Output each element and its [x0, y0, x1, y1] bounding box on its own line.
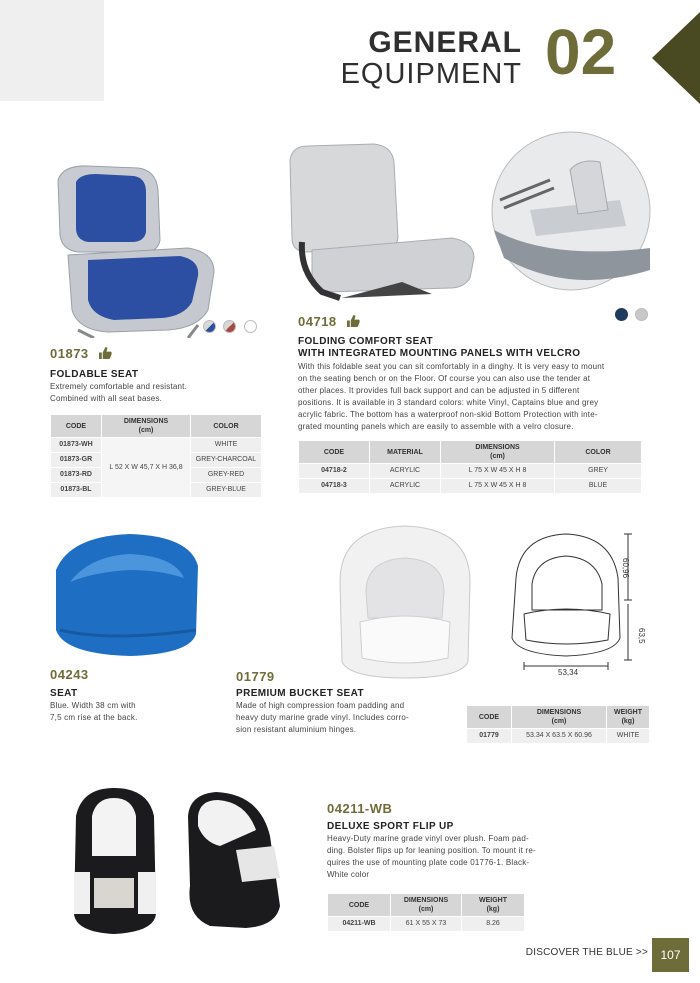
thumbs-up-icon [347, 315, 360, 327]
page-number: 107 [652, 938, 689, 972]
spec-table-01779 [466, 705, 650, 744]
table-header-color: COLOR [191, 415, 261, 437]
desc-line: heavy duty marine grade vinyl. Includes corro- [236, 713, 409, 722]
header-title-line1: GENERAL [368, 26, 522, 59]
swatch-grey-red [223, 320, 236, 333]
row-code: 01873-BL [51, 483, 101, 497]
table-header-weight [462, 894, 524, 916]
desc-line: With this foldable seat you can sit comfortably in a dinghy. It is very easy to mount [298, 362, 605, 371]
footer-tagline: DISCOVER THE BLUE >> [525, 947, 648, 958]
header-title-line2: EQUIPMENT [340, 58, 522, 90]
row-material: ACRYLIC [370, 479, 440, 493]
table-header-weight [607, 706, 649, 728]
weight-unit: (kg) [486, 906, 500, 913]
dimensions-label: DIMENSIONS [403, 897, 449, 904]
table-header-dimensions [391, 894, 461, 916]
dimensions-label: DIMENSIONS [536, 709, 582, 716]
swatch-blue [615, 308, 628, 321]
comfort-seat-in-dinghy-image [490, 130, 652, 292]
row-color: BLUE [555, 479, 641, 493]
row-code: 01873-RD [51, 468, 101, 482]
table-header-code: CODE [467, 706, 511, 728]
product-code-04211-wb: 04211-WB [327, 801, 393, 816]
spec-table-04211-wb [327, 893, 525, 932]
desc-line: other places. It provides full back support and can be adjusted in 5 different [298, 386, 580, 395]
table-row [328, 917, 524, 931]
dimensions-unit: (cm) [490, 453, 505, 460]
row-dimensions: 53.34 X 63.5 X 60.96 [512, 729, 606, 743]
weight-label: WEIGHT [479, 897, 507, 904]
table-header-code: CODE [328, 894, 390, 916]
product-code-01873: 01873 [50, 346, 89, 361]
weight-unit: (kg) [621, 718, 635, 725]
desc-line: White color [327, 870, 370, 879]
bucket-seat-dimension-drawing [498, 528, 648, 680]
table-header-color: COLOR [555, 441, 641, 463]
swatch-white [244, 320, 257, 333]
desc-line: ding. Bolster flips up for leaning position. To mount it re- [327, 846, 536, 855]
row-dimensions: 61 X 55 X 73 [391, 917, 461, 931]
dimensions-label: DIMENSIONS [123, 418, 169, 425]
drawing-dim-height: 60,96 [621, 558, 630, 579]
thumbs-up-icon [99, 347, 112, 359]
row-color: GREY [555, 464, 641, 478]
table-header-dimensions [512, 706, 606, 728]
foldable-seat-image [48, 160, 220, 338]
product-title-01779: PREMIUM BUCKET SEAT [236, 688, 364, 699]
table-row [467, 729, 649, 743]
row-color: GREY-RED [191, 468, 261, 482]
row-weight: 8.26 [462, 917, 524, 931]
product-desc-04243-line2: 7,5 cm rise at the back. [50, 713, 138, 722]
product-code-04718: 04718 [298, 314, 337, 329]
dimensions-unit: (cm) [138, 427, 154, 434]
folding-comfort-seat-image [282, 142, 478, 302]
table-header-dimensions [441, 441, 554, 463]
header-corner-panel [0, 0, 104, 101]
table-header-dimensions [102, 415, 190, 437]
product-code-04718-row [298, 313, 360, 331]
swatch-grey [635, 308, 648, 321]
product-desc-01873-line1: Extremely comfortable and resistant. [50, 382, 188, 391]
product-desc-01873-line2: Combined with all seat bases. [50, 394, 163, 403]
desc-line: positions. It is available in 3 standard colors: white Vinyl, Captains blue and grey [298, 398, 599, 407]
row-dimensions: L 52 X W 45,7 X H 36,8 [102, 438, 190, 497]
product-code-01873-row [50, 345, 112, 363]
product-title-04718-line1: FOLDING COMFORT SEAT [298, 336, 434, 347]
row-dimensions: L 75 X W 45 X H 8 [441, 479, 554, 493]
product-title-01873: FOLDABLE SEAT [50, 369, 139, 380]
blue-seat-image [50, 530, 202, 658]
row-code: 01779 [467, 729, 511, 743]
desc-line: quires the use of mounting plate code 01776-1. Black- [327, 858, 530, 867]
section-number: 02 [545, 16, 617, 88]
desc-line: Heavy-Duty marine grade vinyl over plush. Foam pad- [327, 834, 529, 843]
product-code-01779: 01779 [236, 669, 275, 684]
table-row [299, 464, 641, 478]
row-code: 01873-WH [51, 438, 101, 452]
drawing-dim-width: 53,34 [558, 668, 579, 677]
table-row [299, 479, 641, 493]
product-title-04243: SEAT [50, 688, 78, 699]
row-material: ACRYLIC [370, 464, 440, 478]
spec-table-01873 [50, 414, 262, 498]
row-color: GREY-BLUE [191, 483, 261, 497]
desc-line: grated mounting panels which are easily to assemble with a velro closure. [298, 422, 574, 431]
desc-line: sion resistant aluminium hinges. [236, 725, 357, 734]
row-code: 04718-3 [299, 479, 369, 493]
product-title-04211-wb: DELUXE SPORT FLIP UP [327, 821, 454, 832]
weight-label: WEIGHT [614, 709, 642, 716]
deluxe-sport-flip-up-image [70, 786, 296, 936]
product-desc-04211-wb [327, 833, 567, 881]
premium-bucket-seat-image [330, 522, 480, 680]
dimensions-unit: (cm) [418, 906, 434, 913]
spec-table-04718 [298, 440, 642, 494]
product-desc-04718 [298, 361, 648, 433]
desc-line: on the seating bench or on the Floor. Of course you can also use the tender at [298, 374, 591, 383]
product-title-04718-line2: WITH INTEGRATED MOUNTING PANELS WITH VELCRO [298, 348, 581, 359]
table-row [51, 438, 261, 452]
desc-line: Made of high compression foam padding and [236, 701, 405, 710]
color-swatches-01873 [200, 320, 257, 338]
table-header-code: CODE [51, 415, 101, 437]
swatch-grey-blue [203, 320, 216, 333]
row-code: 04211-WB [328, 917, 390, 931]
drawing-dim-depth: 63,5 [637, 628, 646, 644]
row-color: WHITE [191, 438, 261, 452]
row-code: 04718-2 [299, 464, 369, 478]
color-swatches-04718 [612, 308, 648, 326]
dimensions-unit: (cm) [551, 718, 567, 725]
row-code: 01873-GR [51, 453, 101, 467]
desc-line: acrylic fabric. The bottom has a waterproof non-skid Bottom Protection with inte- [298, 410, 598, 419]
dimensions-label: DIMENSIONS [475, 444, 520, 451]
section-arrow-icon [652, 12, 700, 104]
row-weight: WHITE [607, 729, 649, 743]
product-desc-04243-line1: Blue. Width 38 cm with [50, 701, 136, 710]
row-color: GREY-CHARCOAL [191, 453, 261, 467]
table-header-code: CODE [299, 441, 369, 463]
product-code-04243: 04243 [50, 667, 89, 682]
row-dimensions: L 75 X W 45 X H 8 [441, 464, 554, 478]
product-desc-01779 [236, 700, 446, 736]
table-header-material: MATERIAL [370, 441, 440, 463]
